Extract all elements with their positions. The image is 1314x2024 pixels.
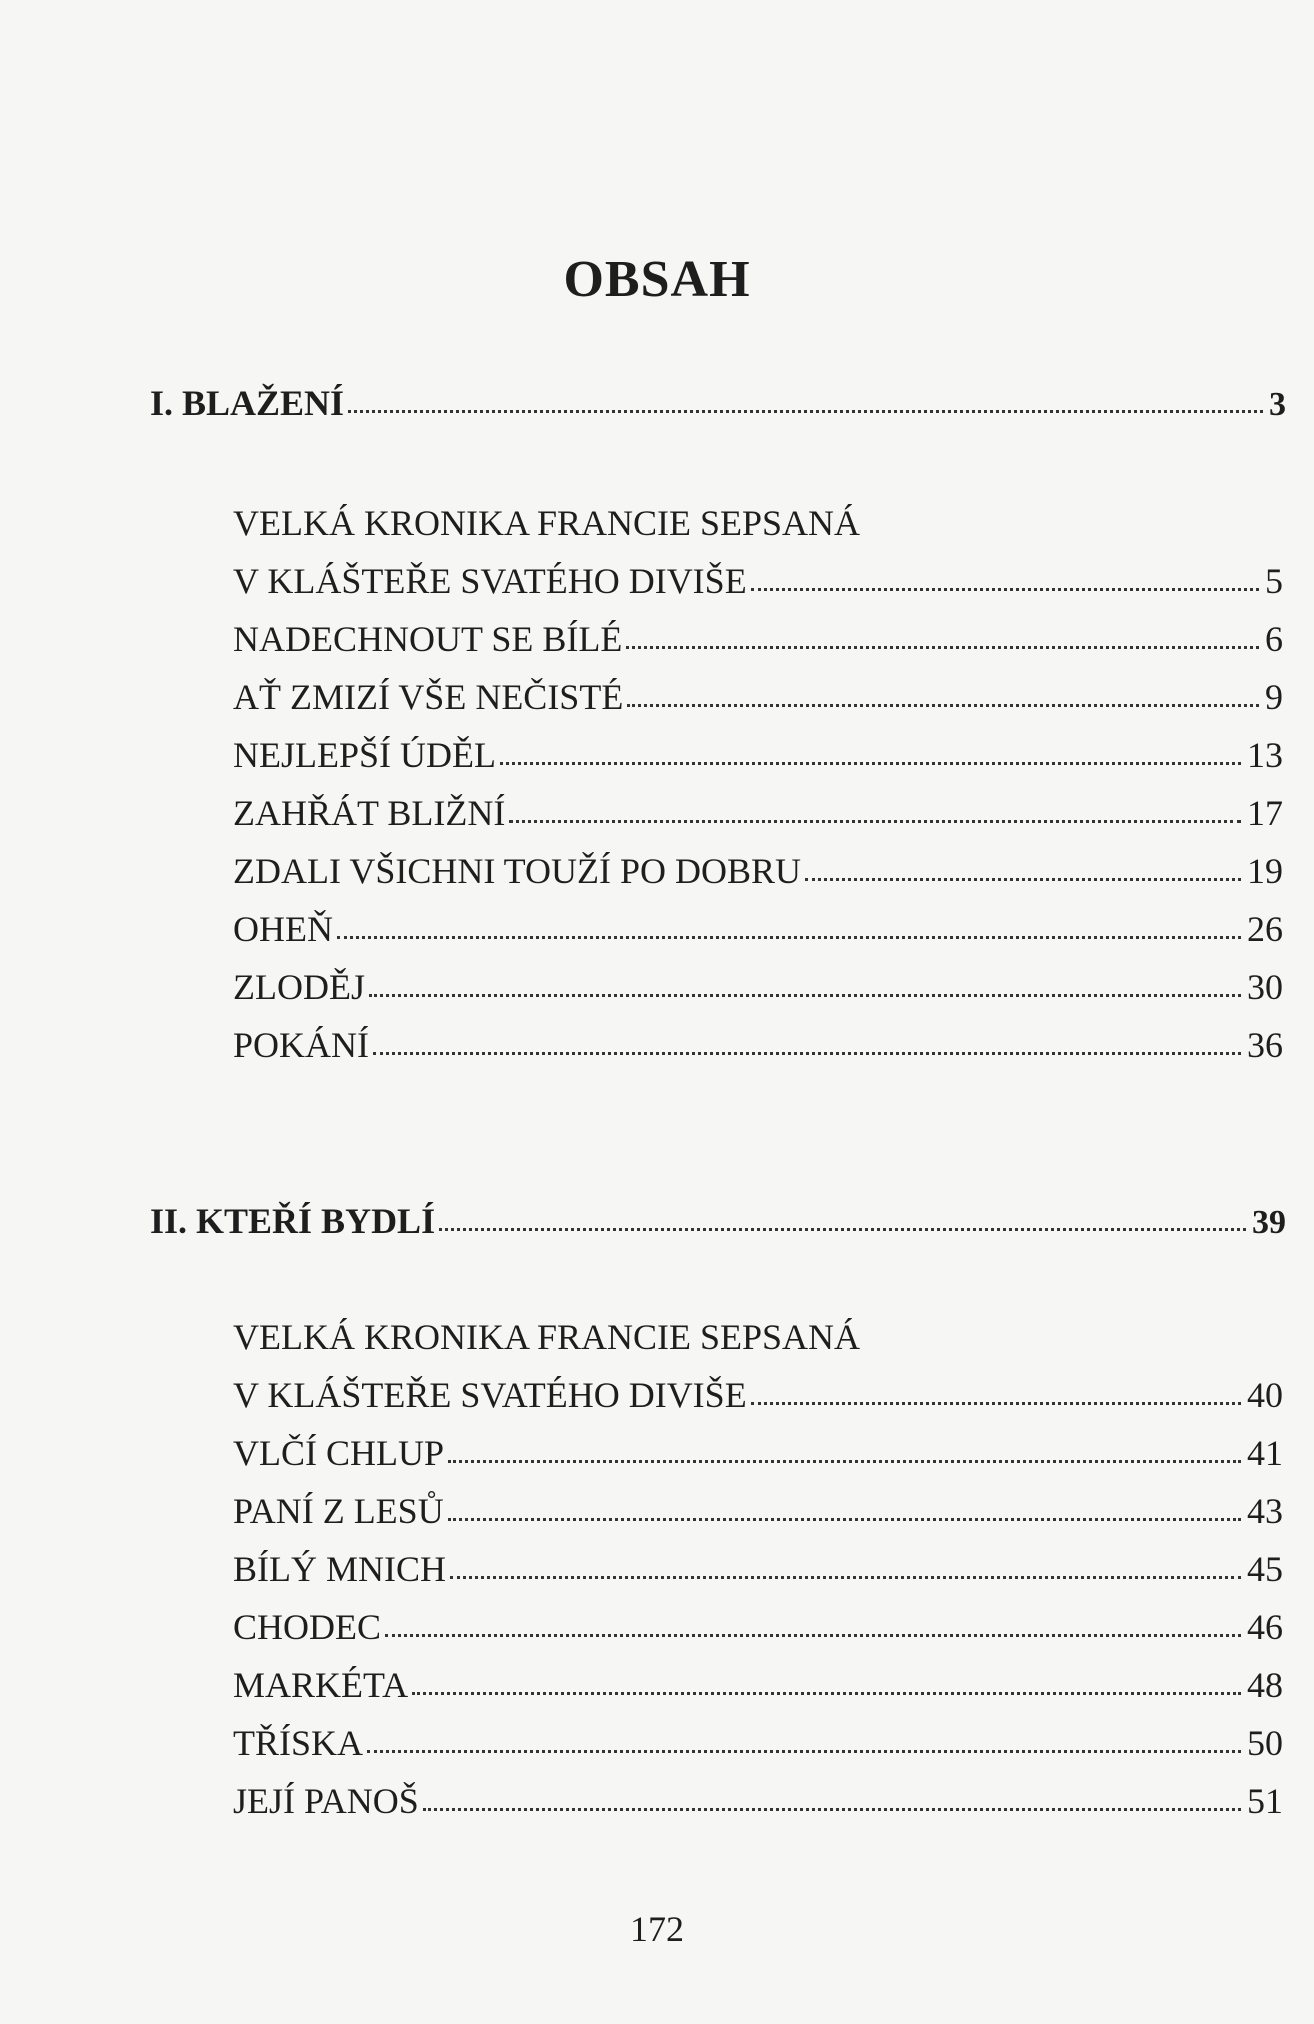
entry-title: JEJÍ PANOŠ <box>233 1781 419 1821</box>
entry-page-number: 50 <box>1247 1723 1283 1763</box>
dot-leader <box>751 588 1259 591</box>
toc-entry[interactable] <box>233 552 1283 610</box>
entry-title: TŘÍSKA <box>233 1723 364 1763</box>
dot-leader <box>509 820 1241 823</box>
entry-page-number: 30 <box>1247 967 1283 1007</box>
toc-entry[interactable] <box>233 1424 1283 1482</box>
toc-entry[interactable] <box>233 1598 1283 1656</box>
toc-entry[interactable] <box>233 1540 1283 1598</box>
entry-page-number: 26 <box>1247 909 1283 949</box>
dot-leader <box>385 1634 1241 1637</box>
entry-page-number: 41 <box>1247 1433 1283 1473</box>
toc-part-heading[interactable] <box>150 1196 1286 1246</box>
toc-entry[interactable] <box>233 900 1283 958</box>
entry-title: V KLÁŠTEŘE SVATÉHO DIVIŠE <box>233 561 747 601</box>
toc-entry[interactable] <box>233 668 1283 726</box>
entry-title: ZLODĚJ <box>233 967 365 1007</box>
toc-subtitle <box>233 494 1283 552</box>
entry-title: V KLÁŠTEŘE SVATÉHO DIVIŠE <box>233 1375 747 1415</box>
toc-entry[interactable] <box>233 726 1283 784</box>
dot-leader <box>751 1402 1241 1405</box>
dot-leader <box>423 1808 1241 1811</box>
dot-leader <box>450 1576 1241 1579</box>
entry-page-number: 5 <box>1265 561 1283 601</box>
entry-page-number: 6 <box>1265 619 1283 659</box>
entry-title: POKÁNÍ <box>233 1025 370 1065</box>
part-page-number: 39 <box>1252 1204 1286 1241</box>
entry-title: OHEŇ <box>233 909 333 949</box>
entry-title: AŤ ZMIZÍ VŠE NEČISTÉ <box>233 677 624 717</box>
entry-page-number: 48 <box>1247 1665 1283 1705</box>
dot-leader <box>439 1228 1246 1231</box>
entry-title: ZAHŘÁT BLIŽNÍ <box>233 793 506 833</box>
dot-leader <box>448 1518 1241 1521</box>
entry-page-number: 45 <box>1247 1549 1283 1589</box>
dot-leader <box>626 646 1259 649</box>
entry-title: MARKÉTA <box>233 1665 409 1705</box>
entry-title: VLČÍ CHLUP <box>233 1433 445 1473</box>
page-number: 172 <box>630 1909 684 1949</box>
entry-page-number: 17 <box>1247 793 1283 833</box>
dot-leader <box>627 704 1259 707</box>
dot-leader <box>412 1692 1241 1695</box>
entry-title: BÍLÝ MNICH <box>233 1549 446 1589</box>
dot-leader <box>805 878 1241 881</box>
subtitle-text: VELKÁ KRONIKA FRANCIE SEPSANÁ <box>233 503 861 543</box>
toc-entries-part-2 <box>233 1308 1283 1830</box>
toc-part-heading[interactable] <box>150 378 1286 428</box>
part-title: I. BLAŽENÍ <box>150 383 345 423</box>
entry-page-number: 13 <box>1247 735 1283 775</box>
page-title: OBSAH <box>563 251 751 308</box>
entry-title: ZDALI VŠICHNI TOUŽÍ PO DOBRU <box>233 851 802 891</box>
toc-entry[interactable] <box>233 958 1283 1016</box>
toc-entry[interactable] <box>233 842 1283 900</box>
toc-entry[interactable] <box>233 1772 1283 1830</box>
entry-page-number: 40 <box>1247 1375 1283 1415</box>
entry-title: PANÍ Z LESŮ <box>233 1491 444 1531</box>
toc-entry[interactable] <box>233 610 1283 668</box>
entry-page-number: 46 <box>1247 1607 1283 1647</box>
entry-page-number: 51 <box>1247 1781 1283 1821</box>
part-title: II. KTEŘÍ BYDLÍ <box>150 1201 436 1241</box>
toc-entry[interactable] <box>233 1656 1283 1714</box>
dot-leader <box>448 1460 1241 1463</box>
toc-entry[interactable] <box>233 1482 1283 1540</box>
entry-page-number: 19 <box>1247 851 1283 891</box>
dot-leader <box>367 1750 1241 1753</box>
entry-page-number: 36 <box>1247 1025 1283 1065</box>
toc-entry[interactable] <box>233 784 1283 842</box>
entry-title: NEJLEPŠÍ ÚDĚL <box>233 735 496 775</box>
toc-entries-part-1 <box>233 494 1283 1074</box>
entry-page-number: 43 <box>1247 1491 1283 1531</box>
entry-title: NADECHNOUT SE BÍLÉ <box>233 619 623 659</box>
dot-leader <box>348 410 1263 413</box>
part-page-number: 3 <box>1269 386 1286 423</box>
dot-leader <box>500 762 1241 765</box>
subtitle-text: VELKÁ KRONIKA FRANCIE SEPSANÁ <box>233 1317 861 1357</box>
dot-leader <box>373 1052 1241 1055</box>
toc-entry[interactable] <box>233 1016 1283 1074</box>
toc-entry[interactable] <box>233 1366 1283 1424</box>
dot-leader <box>369 994 1241 997</box>
toc-subtitle <box>233 1308 1283 1366</box>
toc-entry[interactable] <box>233 1714 1283 1772</box>
dot-leader <box>337 936 1241 939</box>
entry-title: CHODEC <box>233 1607 382 1647</box>
entry-page-number: 9 <box>1265 677 1283 717</box>
